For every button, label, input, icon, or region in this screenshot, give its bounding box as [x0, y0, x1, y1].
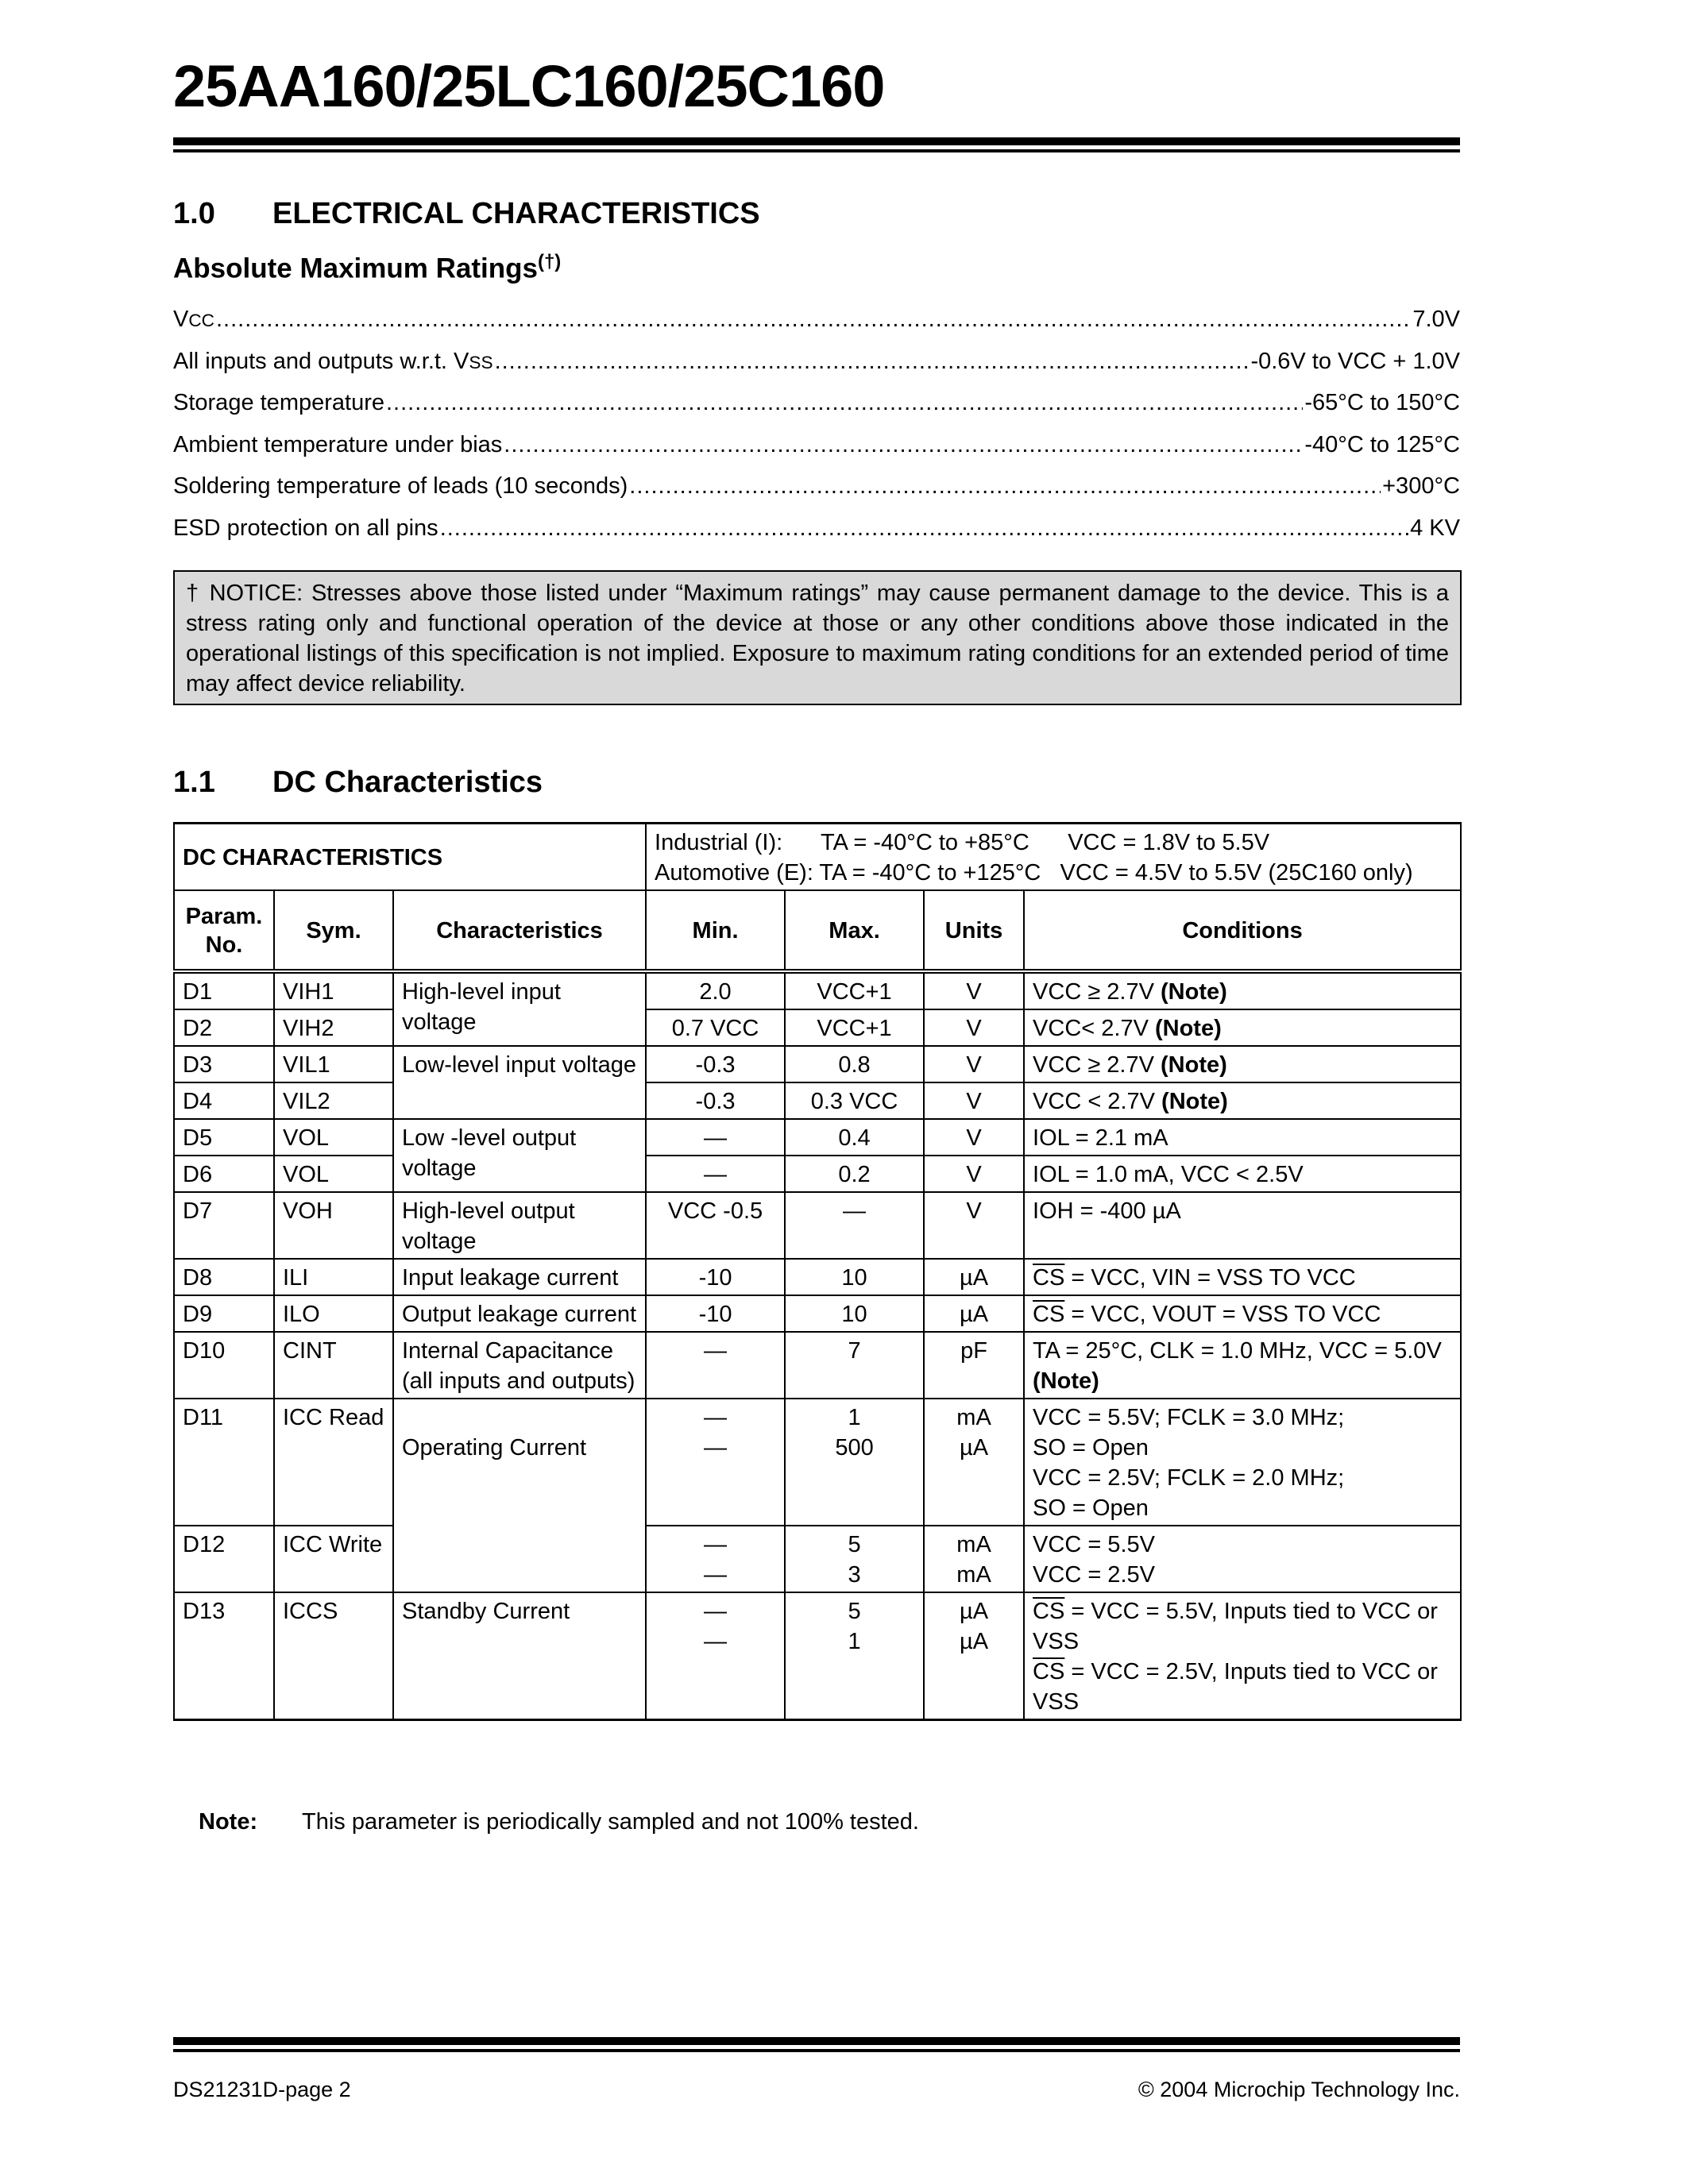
cell-param: D12 [174, 1526, 274, 1592]
leader-dots [629, 473, 1381, 500]
cell-sym: VIH2 [274, 1009, 393, 1046]
document-title: 25AA160/25LC160/25C160 [173, 53, 885, 119]
cell-cond: TA = 25°C, CLK = 1.0 MHz, VCC = 5.0V (Note) [1024, 1332, 1461, 1399]
cell-sym: VOL [274, 1156, 393, 1192]
col-header-min: Min. [646, 890, 785, 971]
rating-label: Soldering temperature of leads (10 seconds) [173, 473, 628, 499]
table-row [174, 1526, 1461, 1592]
rating-value: 4 KV [1410, 515, 1460, 541]
cell-cond: IOH = -400 µA [1024, 1192, 1461, 1259]
cell-char: Low -level output voltage [393, 1119, 646, 1192]
rating-value: -0.6V to VCC + 1.0V [1250, 348, 1460, 374]
cell-min: — — [646, 1399, 785, 1526]
footer-rule-thick [173, 2037, 1460, 2045]
table-row [174, 1009, 1461, 1046]
cell-min: — [646, 1332, 785, 1399]
operating-ranges [646, 824, 1461, 891]
rating-value: 7.0V [1412, 307, 1460, 332]
col-header-max: Max. [785, 890, 924, 971]
cell-cond: VCC< 2.7V (Note) [1024, 1009, 1461, 1046]
cell-param: D6 [174, 1156, 274, 1192]
rating-row [173, 349, 1460, 391]
table-title: DC CHARACTERISTICS [174, 824, 646, 891]
rating-label: Storage temperature [173, 390, 384, 415]
section-heading-dc [173, 767, 543, 797]
cell-sym: VIL2 [274, 1082, 393, 1119]
rating-value: -65°C to 150°C [1304, 390, 1460, 415]
cell-max: 0.3 VCC [785, 1082, 924, 1119]
col-header-char: Characteristics [393, 890, 646, 971]
cell-min: -0.3 [646, 1082, 785, 1119]
cell-cond: VCC = 5.5V VCC = 2.5V [1024, 1526, 1461, 1592]
range-industrial: Industrial (I): TA = -40°C to +85°C VCC = 1.8V to 5.5V [655, 830, 1270, 855]
dc-characteristics-table [173, 822, 1462, 1721]
cell-cond: $\overline{CS}$ = VCC = 5.5V, Inputs tied to VCC or VSS $\overline{CS}$ = VCC = 2.5V, Inputs tied to VCC or VSS [1024, 1592, 1461, 1720]
cell-char: Input leakage current [393, 1259, 646, 1295]
cell-char: High-level output voltage [393, 1192, 646, 1259]
cell-param: D3 [174, 1046, 274, 1082]
cell-cond: IOL = 1.0 mA, VCC < 2.5V [1024, 1156, 1461, 1192]
cell-max: 0.2 [785, 1156, 924, 1192]
cell-sym: VIL1 [274, 1046, 393, 1082]
cell-sym: ILI [274, 1259, 393, 1295]
cell-cond: VCC < 2.7V (Note) [1024, 1082, 1461, 1119]
rating-row [173, 390, 1460, 432]
cell-cond: IOL = 2.1 mA [1024, 1119, 1461, 1156]
cell-param: D9 [174, 1295, 274, 1332]
cell-max: 7 [785, 1332, 924, 1399]
leader-dots [216, 307, 1411, 333]
cell-min: 0.7 VCC [646, 1009, 785, 1046]
cell-param: D5 [174, 1119, 274, 1156]
cell-units: V [924, 971, 1024, 1009]
cell-sym: VOL [274, 1119, 393, 1156]
cell-units: mA µA [924, 1399, 1024, 1526]
cell-max: 10 [785, 1295, 924, 1332]
cell-units: V [924, 1119, 1024, 1156]
cell-sym: ICC Read [274, 1399, 393, 1526]
rating-label: Ambient temperature under bias [173, 431, 503, 457]
col-header-units: Units [924, 890, 1024, 971]
cell-units: V [924, 1009, 1024, 1046]
cell-char: High-level input voltage [393, 971, 646, 1046]
cell-min: -10 [646, 1295, 785, 1332]
rating-value: -40°C to 125°C [1304, 431, 1460, 457]
cell-units: V [924, 1082, 1024, 1119]
section-number: 1.1 [173, 766, 215, 799]
table-row [174, 1119, 1461, 1156]
abs-max-title: Absolute Maximum Ratings [173, 253, 538, 284]
section-title: DC Characteristics [272, 766, 543, 799]
page-number: DS21231D-page 2 [173, 2078, 351, 2101]
cell-cond: VCC = 5.5V; FCLK = 3.0 MHz; SO = Open VCC = 2.5V; FCLK = 2.0 MHz; SO = Open [1024, 1399, 1461, 1526]
cell-max: 0.8 [785, 1046, 924, 1082]
table-row [174, 1399, 1461, 1526]
note-label: Note: [199, 1809, 258, 1835]
leader-dots [495, 349, 1250, 375]
range-automotive: Automotive (E): TA = -40°C to +125°C VCC = 4.5V to 5.5V (25C160 only) [655, 860, 1413, 886]
cell-char: Standby Current [393, 1592, 646, 1720]
cell-max: 10 [785, 1259, 924, 1295]
cell-cond: VCC ≥ 2.7V (Note) [1024, 971, 1461, 1009]
cell-param: D7 [174, 1192, 274, 1259]
cell-units: µA [924, 1295, 1024, 1332]
cell-param: D4 [174, 1082, 274, 1119]
section-heading-electrical [173, 199, 760, 229]
rating-value: +300°C [1382, 473, 1460, 499]
col-header-conditions: Conditions [1024, 890, 1461, 971]
cell-min: — [646, 1156, 785, 1192]
cell-sym: VOH [274, 1192, 393, 1259]
cell-max: 1 500 [785, 1399, 924, 1526]
section-title: ELECTRICAL CHARACTERISTICS [272, 197, 760, 230]
cell-min: — [646, 1119, 785, 1156]
dagger-mark: (†) [537, 251, 562, 272]
copyright: © 2004 Microchip Technology Inc. [1138, 2078, 1460, 2101]
cell-char: Internal Capacitance (all inputs and outputs) [393, 1332, 646, 1399]
cell-min: — — [646, 1526, 785, 1592]
cell-max: VCC+1 [785, 971, 924, 1009]
cell-sym: ICCS [274, 1592, 393, 1720]
cell-cond: $\overline{CS}$ = VCC, VIN = VSS TO VCC [1024, 1259, 1461, 1295]
table-row [174, 1046, 1461, 1082]
table-row [174, 1192, 1461, 1259]
cell-cond: $\overline{CS}$ = VCC, VOUT = VSS TO VCC [1024, 1295, 1461, 1332]
abs-max-ratings-list [173, 307, 1460, 557]
cell-param: D10 [174, 1332, 274, 1399]
cell-char: Low-level input voltage [393, 1046, 646, 1119]
col-header-param: Param. No. [174, 890, 274, 971]
header-rule-thick [173, 137, 1460, 145]
notice-box: † NOTICE: Stresses above those listed under “Maximum ratings” may cause permanent damage to the device. This is a stress rating only and functional operation of the device at those or any other conditions above those indicated in the operational listings of this specification is not implied. Exposure to maximum rating conditions for an extended period of time may affect device reliability. [173, 570, 1462, 705]
rating-row [173, 307, 1460, 349]
table-row [174, 1082, 1461, 1119]
cell-char: Output leakage current [393, 1295, 646, 1332]
cell-units: µA µA [924, 1592, 1024, 1720]
cell-char: Operating Current [393, 1399, 646, 1592]
cell-units: µA [924, 1259, 1024, 1295]
table-header-row [174, 890, 1461, 971]
rating-row [173, 515, 1460, 558]
rating-row [173, 473, 1460, 515]
cell-cond: VCC ≥ 2.7V (Note) [1024, 1046, 1461, 1082]
cell-max: 5 3 [785, 1526, 924, 1592]
cell-sym: VIH1 [274, 971, 393, 1009]
footer-rule-thin [173, 2049, 1460, 2052]
cell-min: VCC -0.5 [646, 1192, 785, 1259]
note-text: This parameter is periodically sampled and not 100% tested. [302, 1809, 919, 1835]
cell-units: V [924, 1046, 1024, 1082]
cell-sym: ICC Write [274, 1526, 393, 1592]
cell-min: — — [646, 1592, 785, 1720]
cell-param: D13 [174, 1592, 274, 1720]
table-row [174, 971, 1461, 1009]
cell-sym: CINT [274, 1332, 393, 1399]
table-title-row [174, 824, 1461, 891]
table-row [174, 1592, 1461, 1720]
cell-max: VCC+1 [785, 1009, 924, 1046]
rating-row [173, 432, 1460, 474]
cell-param: D1 [174, 971, 274, 1009]
table-row [174, 1156, 1461, 1192]
cell-param: D2 [174, 1009, 274, 1046]
cell-min: -0.3 [646, 1046, 785, 1082]
leader-dots [440, 515, 1408, 542]
cell-max: 0.4 [785, 1119, 924, 1156]
cell-min: -10 [646, 1259, 785, 1295]
rating-label: ESD protection on all pins [173, 515, 438, 541]
cell-min: 2.0 [646, 971, 785, 1009]
header-rule-thin [173, 149, 1460, 152]
cell-units: pF [924, 1332, 1024, 1399]
col-header-sym: Sym. [274, 890, 393, 971]
cell-max: 5 1 [785, 1592, 924, 1720]
table-row [174, 1295, 1461, 1332]
cell-units: V [924, 1192, 1024, 1259]
table-row [174, 1332, 1461, 1399]
cell-units: V [924, 1156, 1024, 1192]
cell-max: — [785, 1192, 924, 1259]
table-footnote [199, 1809, 919, 1835]
cell-param: D8 [174, 1259, 274, 1295]
cell-sym: ILO [274, 1295, 393, 1332]
cell-units: mA mA [924, 1526, 1024, 1592]
cell-param: D11 [174, 1399, 274, 1526]
leader-dots [504, 432, 1303, 458]
section-number: 1.0 [173, 197, 215, 230]
rating-label: All inputs and outputs w.r.t. VSS [173, 348, 493, 374]
leader-dots [386, 390, 1303, 416]
abs-max-heading [173, 253, 561, 283]
table-row [174, 1259, 1461, 1295]
rating-label: VCC [173, 307, 214, 332]
